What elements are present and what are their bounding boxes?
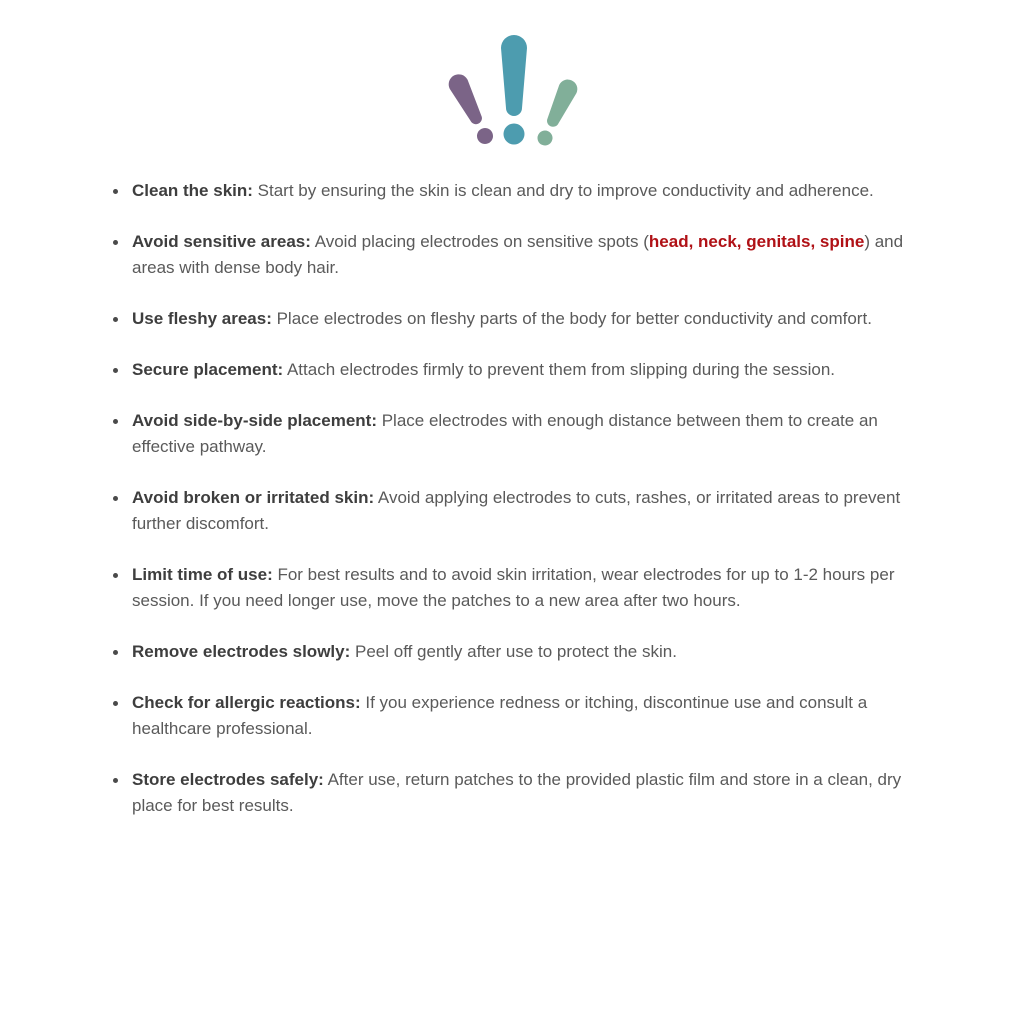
electrode-tips-list <box>0 178 925 819</box>
item-label: Avoid broken or irritated skin: <box>132 488 375 507</box>
list-item-text <box>132 639 925 665</box>
item-label: Avoid sensitive areas: <box>132 232 311 251</box>
bullet-dot <box>113 701 118 706</box>
item-label: Remove electrodes slowly: <box>132 642 351 661</box>
item-label: Store electrodes safely: <box>132 770 324 789</box>
list-item-text <box>132 767 925 819</box>
list-item <box>113 767 925 819</box>
item-label: Clean the skin: <box>132 181 253 200</box>
bullet-dot <box>113 650 118 655</box>
bullet-dot <box>113 496 118 501</box>
item-label: Secure placement: <box>132 360 284 379</box>
list-item <box>113 485 925 537</box>
list-item <box>113 306 925 332</box>
list-item <box>113 690 925 742</box>
item-label: Limit time of use: <box>132 565 273 584</box>
list-item <box>113 408 925 460</box>
item-label: Use fleshy areas: <box>132 309 272 328</box>
list-item <box>113 229 925 281</box>
bullet-dot <box>113 368 118 373</box>
item-body: After use, return patches to the provided plastic film and store in a clean, dry place for best results. <box>132 770 902 815</box>
list-item-text <box>132 229 925 281</box>
list-item-text <box>132 357 925 383</box>
item-body-after: ) and areas with dense body hair. <box>132 232 904 277</box>
item-body: Peel off gently after use to protect the skin. <box>350 642 677 661</box>
bullet-dot <box>113 240 118 245</box>
item-body: If you experience redness or itching, discontinue use and consult a healthcare professional. <box>132 693 868 738</box>
item-label: Avoid side-by-side placement: <box>132 411 377 430</box>
list-item-text <box>132 408 925 460</box>
exclamation-marks-icon <box>402 22 622 154</box>
list-item <box>113 639 925 665</box>
item-highlight: head, neck, genitals, spine <box>648 232 865 251</box>
item-body: Place electrodes on fleshy parts of the body for better conductivity and comfort. <box>271 309 872 328</box>
list-item <box>113 357 925 383</box>
list-item-text <box>132 306 925 332</box>
exclamation-purple-icon <box>445 71 497 148</box>
exclamation-teal-icon <box>501 35 527 145</box>
list-item-text <box>132 485 925 537</box>
item-body: Place electrodes with enough distance between them to create an effective pathway. <box>132 411 878 456</box>
bullet-dot <box>113 189 118 194</box>
list-item <box>113 178 925 204</box>
bullet-dot <box>113 573 118 578</box>
item-body: Avoid placing electrodes on sensitive spots ( <box>310 232 649 251</box>
exclamation-green-icon <box>533 76 580 148</box>
header-graphic <box>0 0 1024 154</box>
list-item-text <box>132 562 925 614</box>
item-body: Start by ensuring the skin is clean and dry to improve conductivity and adherence. <box>252 181 874 200</box>
item-body: Attach electrodes firmly to prevent them from slipping during the session. <box>283 360 836 379</box>
item-label: Check for allergic reactions: <box>132 693 361 712</box>
bullet-dot <box>113 419 118 424</box>
list-item-text <box>132 178 925 204</box>
item-body: Avoid applying electrodes to cuts, rashes, or irritated areas to prevent further discomfort. <box>132 488 901 533</box>
bullet-dot <box>113 317 118 322</box>
bullet-dot <box>113 778 118 783</box>
list-item <box>113 562 925 614</box>
list-item-text <box>132 690 925 742</box>
item-body: For best results and to avoid skin irritation, wear electrodes for up to 1-2 hours per session. If you need longer use, move the patches to a new area after two hours. <box>132 565 895 610</box>
